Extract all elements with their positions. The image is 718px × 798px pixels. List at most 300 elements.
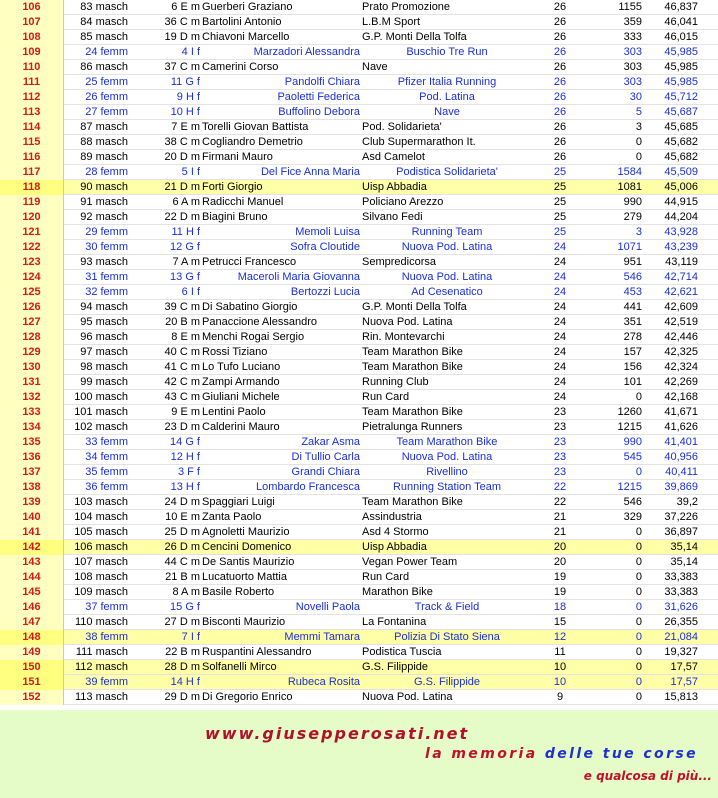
category-rank-cell: 83 masch bbox=[80, 1, 128, 13]
table-row bbox=[0, 15, 718, 30]
age-class-rank-cell: 9 H f bbox=[176, 91, 200, 103]
team-cell: Team Marathon Bike bbox=[362, 406, 463, 418]
athlete-name-cell: Memoli Luisa bbox=[295, 226, 360, 238]
score-cell: 42,621 bbox=[664, 286, 698, 298]
site-url-link[interactable]: www.giusepperosati.net bbox=[205, 724, 470, 743]
races-count-cell: 20 bbox=[553, 556, 567, 568]
points-cell: 303 bbox=[623, 46, 642, 58]
table-row bbox=[0, 570, 718, 585]
races-count-cell: 23 bbox=[553, 436, 567, 448]
age-class-rank-cell: 8 E m bbox=[171, 331, 200, 343]
score-cell: 42,519 bbox=[664, 316, 698, 328]
category-rank-cell: 25 femm bbox=[85, 76, 128, 88]
age-class-rank-cell: 28 D m bbox=[164, 661, 200, 673]
position-cell: 128 bbox=[0, 330, 64, 345]
score-cell: 35,14 bbox=[670, 541, 698, 553]
races-count-cell: 26 bbox=[553, 136, 567, 148]
races-count-cell: 24 bbox=[553, 391, 567, 403]
position-cell: 122 bbox=[0, 240, 64, 255]
team-cell: Team Marathon Bike bbox=[362, 346, 463, 358]
table-row bbox=[0, 255, 718, 270]
position-cell: 152 bbox=[0, 690, 64, 705]
table-row bbox=[0, 390, 718, 405]
category-rank-cell: 113 masch bbox=[75, 691, 128, 703]
team-cell: Team Marathon Bike bbox=[362, 496, 463, 508]
score-cell: 17,57 bbox=[670, 661, 698, 673]
category-rank-cell: 103 masch bbox=[74, 496, 128, 508]
athlete-name-cell: Bartolini Antonio bbox=[202, 16, 282, 28]
team-cell: Pfizer Italia Running bbox=[397, 76, 497, 88]
table-row bbox=[0, 0, 718, 15]
team-cell: Team Marathon Bike bbox=[396, 436, 498, 448]
athlete-name-cell: Calderini Mauro bbox=[202, 421, 280, 433]
team-cell: Podistica Tuscia bbox=[362, 646, 442, 658]
category-rank-cell: 39 femm bbox=[85, 676, 128, 688]
table-row bbox=[0, 135, 718, 150]
score-cell: 39,2 bbox=[676, 496, 698, 508]
tagline bbox=[425, 746, 698, 762]
score-cell: 42,168 bbox=[664, 391, 698, 403]
table-row bbox=[0, 405, 718, 420]
points-cell: 0 bbox=[635, 541, 642, 553]
points-cell: 1260 bbox=[617, 406, 642, 418]
table-row bbox=[0, 90, 718, 105]
athlete-name-cell: Radicchi Manuel bbox=[202, 196, 284, 208]
score-cell: 46,837 bbox=[664, 1, 698, 13]
points-cell: 0 bbox=[635, 556, 642, 568]
category-rank-cell: 30 femm bbox=[85, 241, 128, 253]
category-rank-cell: 109 masch bbox=[74, 586, 128, 598]
table-row bbox=[0, 345, 718, 360]
points-cell: 0 bbox=[635, 661, 642, 673]
races-count-cell: 26 bbox=[553, 16, 567, 28]
races-count-cell: 19 bbox=[553, 586, 567, 598]
athlete-name-cell: Di Tullio Carla bbox=[291, 451, 360, 463]
team-cell: Sempredicorsa bbox=[362, 256, 436, 268]
points-cell: 303 bbox=[623, 61, 642, 73]
position-cell: 150 bbox=[0, 660, 64, 675]
age-class-rank-cell: 3 F f bbox=[177, 466, 200, 478]
position-cell: 143 bbox=[0, 555, 64, 570]
table-row bbox=[0, 285, 718, 300]
score-cell: 45,985 bbox=[664, 61, 698, 73]
score-cell: 45,685 bbox=[664, 121, 698, 133]
age-class-rank-cell: 7 A m bbox=[172, 256, 200, 268]
athlete-name-cell: Del Fice Anna Maria bbox=[260, 166, 360, 178]
races-count-cell: 24 bbox=[553, 271, 567, 283]
table-row bbox=[0, 420, 718, 435]
category-rank-cell: 33 femm bbox=[85, 436, 128, 448]
position-cell: 116 bbox=[0, 150, 64, 165]
team-cell: Pietralunga Runners bbox=[362, 421, 463, 433]
table-row bbox=[0, 585, 718, 600]
age-class-rank-cell: 15 G f bbox=[170, 601, 200, 613]
races-count-cell: 24 bbox=[553, 286, 567, 298]
age-class-rank-cell: 26 D m bbox=[164, 541, 200, 553]
athlete-name-cell: Zakar Asma bbox=[301, 436, 360, 448]
score-cell: 41,626 bbox=[664, 421, 698, 433]
position-cell: 145 bbox=[0, 585, 64, 600]
points-cell: 0 bbox=[635, 646, 642, 658]
points-cell: 0 bbox=[635, 616, 642, 628]
position-cell: 107 bbox=[0, 15, 64, 30]
category-rank-cell: 92 masch bbox=[80, 211, 128, 223]
age-class-rank-cell: 29 D m bbox=[164, 691, 200, 703]
table-row bbox=[0, 330, 718, 345]
category-rank-cell: 38 femm bbox=[85, 631, 128, 643]
athlete-name-cell: Lo Tufo Luciano bbox=[202, 361, 281, 373]
position-cell: 109 bbox=[0, 45, 64, 60]
team-cell: Uisp Abbadia bbox=[362, 181, 427, 193]
table-row bbox=[0, 180, 718, 195]
position-cell: 127 bbox=[0, 315, 64, 330]
category-rank-cell: 28 femm bbox=[85, 166, 128, 178]
athlete-name-cell: Torelli Giovan Battista bbox=[202, 121, 309, 133]
points-cell: 0 bbox=[635, 601, 642, 613]
races-count-cell: 23 bbox=[553, 466, 567, 478]
tagline-more: e qualcosa di più... bbox=[583, 769, 712, 783]
team-cell: Nuova Pod. Latina bbox=[401, 451, 493, 463]
points-cell: 3 bbox=[635, 226, 642, 238]
position-cell: 131 bbox=[0, 375, 64, 390]
position-cell: 134 bbox=[0, 420, 64, 435]
athlete-name-cell: Rossi Tiziano bbox=[202, 346, 268, 358]
position-cell: 125 bbox=[0, 285, 64, 300]
points-cell: 157 bbox=[623, 346, 642, 358]
age-class-rank-cell: 37 C m bbox=[164, 61, 200, 73]
category-rank-cell: 27 femm bbox=[85, 106, 128, 118]
age-class-rank-cell: 19 D m bbox=[164, 31, 200, 43]
races-count-cell: 10 bbox=[553, 676, 567, 688]
athlete-name-cell: Grandi Chiara bbox=[291, 466, 360, 478]
category-rank-cell: 94 masch bbox=[80, 301, 128, 313]
athlete-name-cell: Ruspantini Alessandro bbox=[202, 646, 312, 658]
position-cell: 138 bbox=[0, 480, 64, 495]
points-cell: 546 bbox=[623, 496, 642, 508]
races-count-cell: 26 bbox=[553, 76, 567, 88]
age-class-rank-cell: 13 H f bbox=[170, 481, 200, 493]
position-cell: 146 bbox=[0, 600, 64, 615]
score-cell: 45,682 bbox=[664, 151, 698, 163]
team-cell: Pod. Latina bbox=[419, 91, 475, 103]
team-cell: Asd Camelot bbox=[362, 151, 425, 163]
score-cell: 43,928 bbox=[664, 226, 698, 238]
score-cell: 36,897 bbox=[664, 526, 698, 538]
table-row bbox=[0, 225, 718, 240]
table-row bbox=[0, 150, 718, 165]
position-cell: 132 bbox=[0, 390, 64, 405]
team-cell: Prato Promozione bbox=[362, 1, 451, 13]
category-rank-cell: 106 masch bbox=[74, 541, 128, 553]
position-cell: 115 bbox=[0, 135, 64, 150]
team-cell: Rivellino bbox=[426, 466, 468, 478]
team-cell: L.B.M Sport bbox=[362, 16, 421, 28]
category-rank-cell: 86 masch bbox=[80, 61, 128, 73]
team-cell: G.S. Filippide bbox=[413, 676, 481, 688]
athlete-name-cell: Giuliani Michele bbox=[202, 391, 280, 403]
position-cell: 123 bbox=[0, 255, 64, 270]
team-cell: La Fontanina bbox=[362, 616, 427, 628]
races-count-cell: 26 bbox=[553, 31, 567, 43]
races-count-cell: 26 bbox=[553, 91, 567, 103]
score-cell: 33,383 bbox=[664, 586, 698, 598]
races-count-cell: 10 bbox=[553, 661, 567, 673]
age-class-rank-cell: 10 H f bbox=[170, 106, 200, 118]
table-row bbox=[0, 435, 718, 450]
team-cell: G.P. Monti Della Tolfa bbox=[362, 31, 467, 43]
races-count-cell: 25 bbox=[553, 181, 567, 193]
age-class-rank-cell: 41 C m bbox=[164, 361, 200, 373]
races-count-cell: 25 bbox=[553, 226, 567, 238]
athlete-name-cell: Basile Roberto bbox=[202, 586, 275, 598]
team-cell: Buschio Tre Run bbox=[406, 46, 488, 58]
points-cell: 1584 bbox=[617, 166, 642, 178]
category-rank-cell: 31 femm bbox=[85, 271, 128, 283]
team-cell: Assindustria bbox=[362, 511, 422, 523]
points-cell: 453 bbox=[623, 286, 642, 298]
points-cell: 1155 bbox=[618, 1, 642, 13]
team-cell: Nuova Pod. Latina bbox=[401, 271, 493, 283]
score-cell: 46,015 bbox=[664, 31, 698, 43]
races-count-cell: 24 bbox=[553, 376, 567, 388]
score-cell: 33,383 bbox=[664, 571, 698, 583]
position-cell: 147 bbox=[0, 615, 64, 630]
tagline-part-1: la memoria bbox=[425, 746, 538, 762]
athlete-name-cell: Chiavoni Marcello bbox=[202, 31, 290, 43]
points-cell: 101 bbox=[623, 376, 642, 388]
points-cell: 0 bbox=[635, 631, 642, 643]
races-count-cell: 18 bbox=[553, 601, 567, 613]
position-cell: 137 bbox=[0, 465, 64, 480]
score-cell: 41,671 bbox=[664, 406, 698, 418]
athlete-name-cell: Spaggiari Luigi bbox=[202, 496, 275, 508]
position-cell: 136 bbox=[0, 450, 64, 465]
score-cell: 43,239 bbox=[664, 241, 698, 253]
score-cell: 42,325 bbox=[664, 346, 698, 358]
age-class-rank-cell: 14 G f bbox=[170, 436, 200, 448]
team-cell: Policiano Arezzo bbox=[362, 196, 444, 208]
races-count-cell: 24 bbox=[553, 301, 567, 313]
score-cell: 46,041 bbox=[664, 16, 698, 28]
category-rank-cell: 104 masch bbox=[74, 511, 128, 523]
position-cell: 110 bbox=[0, 60, 64, 75]
position-cell: 129 bbox=[0, 345, 64, 360]
points-cell: 0 bbox=[635, 586, 642, 598]
age-class-rank-cell: 7 E m bbox=[171, 121, 200, 133]
category-rank-cell: 95 masch bbox=[80, 316, 128, 328]
points-cell: 0 bbox=[635, 136, 642, 148]
score-cell: 45,509 bbox=[664, 166, 698, 178]
points-cell: 30 bbox=[629, 91, 642, 103]
table-row bbox=[0, 120, 718, 135]
table-row bbox=[0, 690, 718, 705]
table-row bbox=[0, 540, 718, 555]
athlete-name-cell: Biagini Bruno bbox=[202, 211, 268, 223]
position-cell: 121 bbox=[0, 225, 64, 240]
age-class-rank-cell: 7 I f bbox=[181, 631, 200, 643]
races-count-cell: 24 bbox=[553, 316, 567, 328]
table-row bbox=[0, 360, 718, 375]
athlete-name-cell: Zampi Armando bbox=[202, 376, 280, 388]
athlete-name-cell: Di Sabatino Giorgio bbox=[202, 301, 298, 313]
athlete-name-cell: Agnoletti Maurizio bbox=[202, 526, 290, 538]
team-cell: Team Marathon Bike bbox=[362, 361, 463, 373]
score-cell: 21,084 bbox=[664, 631, 698, 643]
table-row bbox=[0, 165, 718, 180]
score-cell: 17,57 bbox=[670, 676, 698, 688]
position-cell: 142 bbox=[0, 540, 64, 555]
athlete-name-cell: Rubeca Rosita bbox=[287, 676, 360, 688]
table-row bbox=[0, 30, 718, 45]
races-count-cell: 23 bbox=[553, 406, 567, 418]
score-cell: 43,119 bbox=[665, 256, 698, 268]
table-row bbox=[0, 630, 718, 645]
category-rank-cell: 29 femm bbox=[85, 226, 128, 238]
table-row bbox=[0, 210, 718, 225]
team-cell: Nuova Pod. Latina bbox=[362, 316, 453, 328]
team-cell: G.S. Filippide bbox=[362, 661, 429, 673]
category-rank-cell: 36 femm bbox=[85, 481, 128, 493]
score-cell: 44,204 bbox=[664, 211, 698, 223]
age-class-rank-cell: 5 I f bbox=[181, 166, 200, 178]
athlete-name-cell: Bertozzi Lucia bbox=[290, 286, 360, 298]
athlete-name-cell: Camerini Corso bbox=[202, 61, 279, 73]
age-class-rank-cell: 20 B m bbox=[165, 316, 200, 328]
age-class-rank-cell: 12 H f bbox=[170, 451, 200, 463]
team-cell: Running Team bbox=[411, 226, 483, 238]
athlete-name-cell: Sofra Cloutide bbox=[290, 241, 360, 253]
category-rank-cell: 37 femm bbox=[85, 601, 128, 613]
points-cell: 278 bbox=[623, 331, 642, 343]
points-cell: 546 bbox=[623, 271, 642, 283]
category-rank-cell: 100 masch bbox=[74, 391, 128, 403]
athlete-name-cell: Menchi Rogai Sergio bbox=[202, 331, 305, 343]
team-cell: Nuova Pod. Latina bbox=[362, 691, 453, 703]
team-cell: Podistica Solidarieta' bbox=[396, 166, 498, 178]
age-class-rank-cell: 21 D m bbox=[164, 181, 200, 193]
position-cell: 114 bbox=[0, 120, 64, 135]
athlete-name-cell: Marzadori Alessandra bbox=[253, 46, 360, 58]
category-rank-cell: 105 masch bbox=[74, 526, 128, 538]
races-count-cell: 12 bbox=[553, 631, 567, 643]
team-cell: Run Card bbox=[362, 391, 410, 403]
athlete-name-cell: Petrucci Francesco bbox=[202, 256, 297, 268]
score-cell: 45,682 bbox=[664, 136, 698, 148]
age-class-rank-cell: 6 A m bbox=[172, 196, 200, 208]
category-rank-cell: 98 masch bbox=[80, 361, 128, 373]
age-class-rank-cell: 27 D m bbox=[164, 616, 200, 628]
score-cell: 42,714 bbox=[664, 271, 698, 283]
races-count-cell: 19 bbox=[553, 571, 567, 583]
races-count-cell: 24 bbox=[553, 331, 567, 343]
team-cell: Silvano Fedi bbox=[362, 211, 423, 223]
races-count-cell: 23 bbox=[553, 421, 567, 433]
position-cell: 112 bbox=[0, 90, 64, 105]
age-class-rank-cell: 25 D m bbox=[164, 526, 200, 538]
races-count-cell: 22 bbox=[553, 496, 567, 508]
team-cell: Ad Cesenatico bbox=[411, 286, 483, 298]
athlete-name-cell: Lombardo Francesca bbox=[256, 481, 360, 493]
races-count-cell: 25 bbox=[553, 211, 567, 223]
athlete-name-cell: Cencini Domenico bbox=[202, 541, 292, 553]
position-cell: 124 bbox=[0, 270, 64, 285]
score-cell: 42,324 bbox=[664, 361, 698, 373]
position-cell: 140 bbox=[0, 510, 64, 525]
table-row bbox=[0, 195, 718, 210]
athlete-name-cell: Pandolfi Chiara bbox=[284, 76, 360, 88]
age-class-rank-cell: 10 E m bbox=[165, 511, 200, 523]
points-cell: 3 bbox=[635, 121, 642, 133]
races-count-cell: 15 bbox=[553, 616, 567, 628]
position-cell: 133 bbox=[0, 405, 64, 420]
table-row bbox=[0, 600, 718, 615]
position-cell: 118 bbox=[0, 180, 64, 195]
table-row bbox=[0, 270, 718, 285]
table-row bbox=[0, 675, 718, 690]
table-row bbox=[0, 240, 718, 255]
position-cell: 120 bbox=[0, 210, 64, 225]
athlete-name-cell: Guerberi Graziano bbox=[202, 1, 293, 13]
score-cell: 45,985 bbox=[664, 76, 698, 88]
category-rank-cell: 84 masch bbox=[80, 16, 128, 28]
score-cell: 37,226 bbox=[664, 511, 698, 523]
team-cell: Vegan Power Team bbox=[362, 556, 458, 568]
team-cell: Club Supermarathon It. bbox=[362, 136, 476, 148]
age-class-rank-cell: 13 G f bbox=[170, 271, 200, 283]
points-cell: 156 bbox=[623, 361, 642, 373]
team-cell: Pod. Solidarieta' bbox=[362, 121, 442, 133]
category-rank-cell: 101 masch bbox=[74, 406, 128, 418]
score-cell: 39,869 bbox=[664, 481, 698, 493]
athlete-name-cell: Maceroli Maria Giovanna bbox=[237, 271, 360, 283]
table-row bbox=[0, 645, 718, 660]
team-cell: Nave bbox=[434, 106, 460, 118]
table-row bbox=[0, 465, 718, 480]
category-rank-cell: 35 femm bbox=[85, 466, 128, 478]
category-rank-cell: 91 masch bbox=[80, 196, 128, 208]
score-cell: 44,915 bbox=[664, 196, 698, 208]
site-footer bbox=[0, 710, 718, 798]
athlete-name-cell: Lentini Paolo bbox=[202, 406, 266, 418]
races-count-cell: 24 bbox=[553, 256, 567, 268]
points-cell: 0 bbox=[635, 691, 642, 703]
points-cell: 0 bbox=[635, 391, 642, 403]
score-cell: 41,401 bbox=[664, 436, 698, 448]
races-count-cell: 26 bbox=[553, 46, 567, 58]
races-count-cell: 25 bbox=[553, 196, 567, 208]
score-cell: 31,626 bbox=[664, 601, 698, 613]
team-cell: Track & Field bbox=[414, 601, 480, 613]
team-cell: Running Station Team bbox=[392, 481, 502, 493]
athlete-name-cell: Paoletti Federica bbox=[277, 91, 360, 103]
points-cell: 333 bbox=[623, 31, 642, 43]
age-class-rank-cell: 38 C m bbox=[164, 136, 200, 148]
table-row bbox=[0, 615, 718, 630]
position-cell: 126 bbox=[0, 300, 64, 315]
races-count-cell: 20 bbox=[553, 541, 567, 553]
points-cell: 0 bbox=[635, 526, 642, 538]
age-class-rank-cell: 40 C m bbox=[164, 346, 200, 358]
position-cell: 130 bbox=[0, 360, 64, 375]
category-rank-cell: 34 femm bbox=[85, 451, 128, 463]
table-row bbox=[0, 300, 718, 315]
score-cell: 40,956 bbox=[664, 451, 698, 463]
table-row bbox=[0, 525, 718, 540]
races-count-cell: 24 bbox=[553, 361, 567, 373]
points-cell: 0 bbox=[635, 571, 642, 583]
athlete-name-cell: Lucatuorto Mattia bbox=[202, 571, 287, 583]
age-class-rank-cell: 12 G f bbox=[170, 241, 200, 253]
